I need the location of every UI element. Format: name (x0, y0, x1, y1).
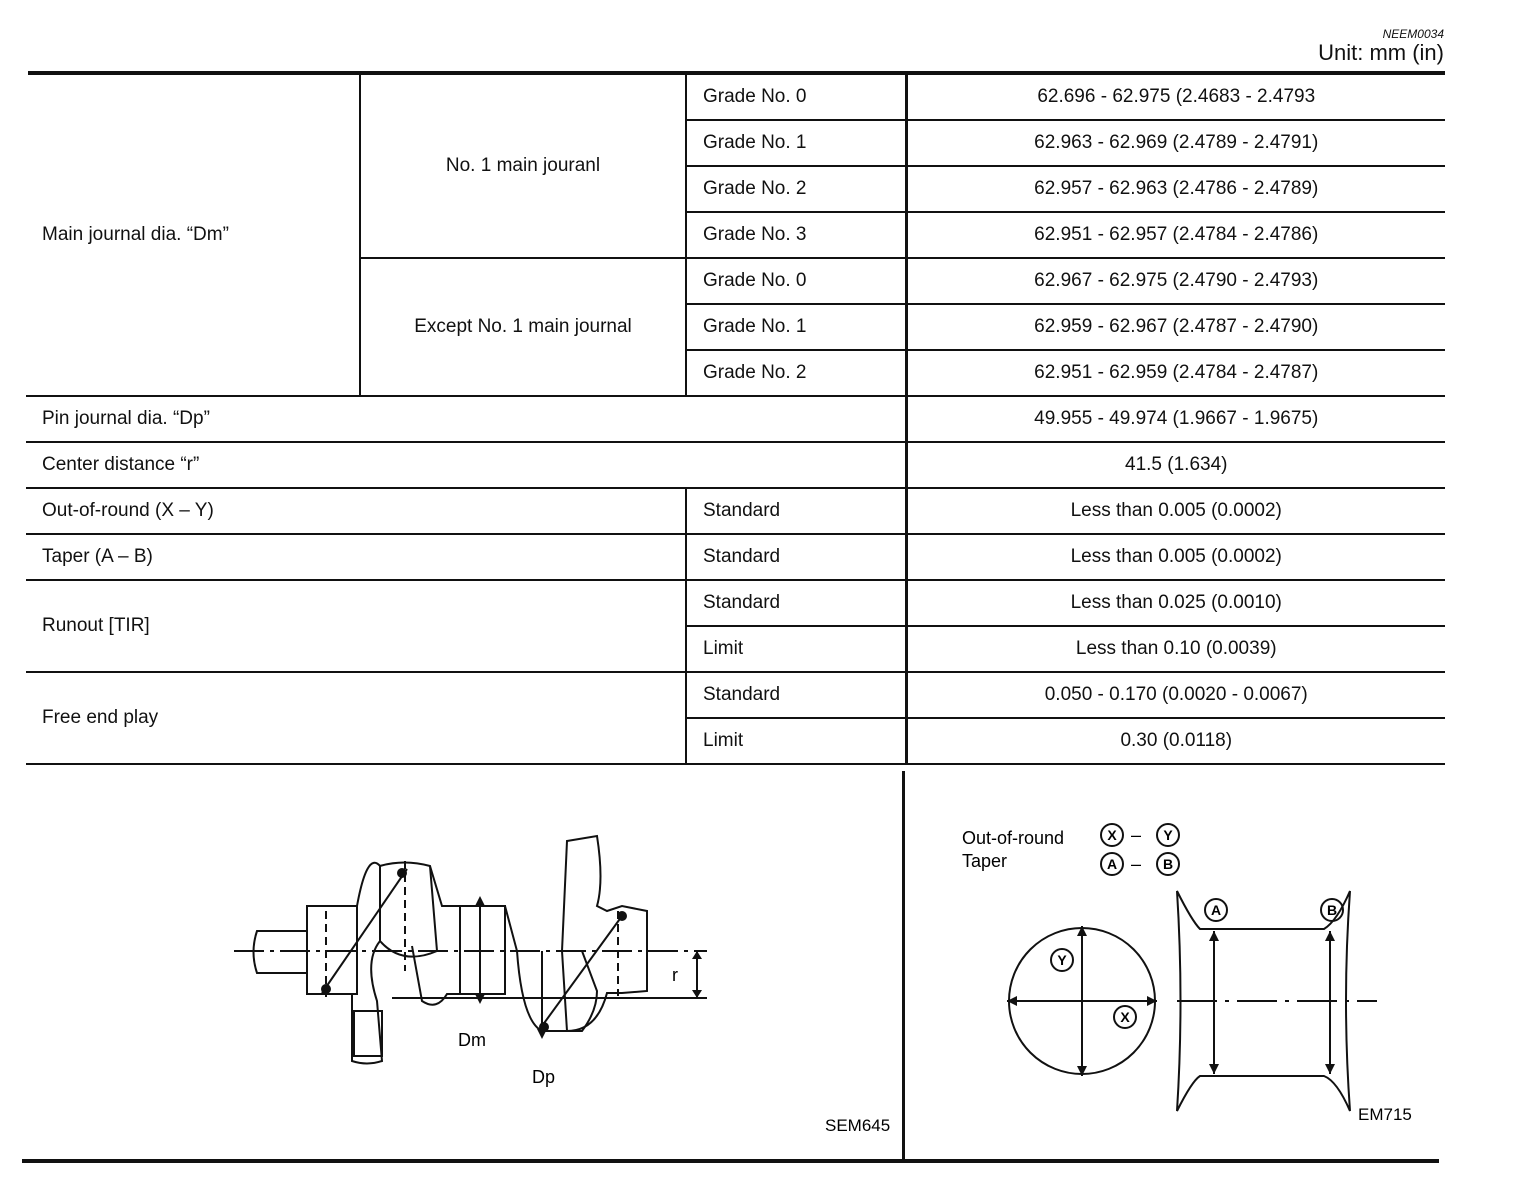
grade-cell: Grade No. 0 (686, 258, 906, 304)
value-cell: 62.967 - 62.975 (2.4790 - 2.4793) (906, 258, 1445, 304)
legend-dash: – (1131, 854, 1142, 874)
value-cell: Less than 0.005 (0.0002) (906, 534, 1445, 580)
sub-label: Limit (686, 718, 906, 764)
value-cell: 62.957 - 62.963 (2.4786 - 2.4789) (906, 166, 1445, 212)
sub-label: Standard (686, 488, 906, 534)
value-cell: 62.696 - 62.975 (2.4683 - 2.4793 (906, 75, 1445, 120)
oor-legend-label: Out-of-round (962, 828, 1065, 848)
main-journal-label: Main journal dia. “Dm” (26, 75, 360, 396)
table-row (26, 672, 1445, 718)
bottom-rule (22, 1159, 1439, 1163)
a-point-letter: A (1210, 902, 1222, 918)
table-row (26, 488, 1445, 534)
grade-cell: Grade No. 0 (686, 75, 906, 120)
value-cell: Less than 0.025 (0.0010) (906, 580, 1445, 626)
figure-area (22, 771, 1442, 1159)
value-cell: 0.050 - 0.170 (0.0020 - 0.0067) (906, 672, 1445, 718)
grade-cell: Grade No. 2 (686, 166, 906, 212)
journal-measure-diagram (912, 771, 1442, 1159)
pin-journal-label: Pin journal dia. “Dp” (26, 396, 906, 442)
except-journal-label: Except No. 1 main journal (360, 258, 686, 396)
legend-dash: – (1131, 825, 1142, 845)
out-of-round-label: Out-of-round (X – Y) (26, 488, 686, 534)
r-label: r (672, 965, 678, 985)
taper-label: Taper (A – B) (26, 534, 686, 580)
table-row (26, 75, 1445, 120)
table-row (26, 534, 1445, 580)
grade-cell: Grade No. 1 (686, 304, 906, 350)
value-cell: 62.963 - 62.969 (2.4789 - 2.4791) (906, 120, 1445, 166)
b-point-letter: B (1326, 902, 1338, 918)
value-cell: 49.955 - 49.974 (1.9667 - 1.9675) (906, 396, 1445, 442)
x-axis-letter: X (1120, 1009, 1130, 1025)
b-legend-letter: B (1162, 856, 1174, 872)
taper-legend-label: Taper (962, 851, 1008, 871)
table-row (26, 442, 1445, 488)
sub-label: Standard (686, 534, 906, 580)
crankshaft-diagram (22, 771, 902, 1159)
dm-label: Dm (458, 1030, 486, 1050)
crankshaft-spec-table (26, 75, 1445, 765)
y-legend-letter: Y (1163, 827, 1173, 843)
grade-cell: Grade No. 2 (686, 350, 906, 396)
grade-cell: Grade No. 1 (686, 120, 906, 166)
table-row (26, 396, 1445, 442)
value-cell: 62.951 - 62.957 (2.4784 - 2.4786) (906, 212, 1445, 258)
runout-label: Runout [TIR] (26, 580, 686, 672)
a-legend-letter: A (1106, 856, 1118, 872)
sub-label: Limit (686, 626, 906, 672)
y-axis-letter: Y (1057, 952, 1067, 968)
dp-label: Dp (532, 1067, 556, 1087)
end-play-label: Free end play (26, 672, 686, 764)
unit-label: Unit: mm (in) (1318, 40, 1444, 65)
grade-cell: Grade No. 3 (686, 212, 906, 258)
value-cell: Less than 0.005 (0.0002) (906, 488, 1445, 534)
value-cell: 0.30 (0.0118) (906, 718, 1445, 764)
value-cell: 62.951 - 62.959 (2.4784 - 2.4787) (906, 350, 1445, 396)
sub-label: Standard (686, 672, 906, 718)
right-figure-code: EM715 (1358, 1105, 1412, 1124)
left-figure-code: SEM645 (825, 1116, 891, 1135)
center-distance-label: Center distance “r” (26, 442, 906, 488)
table-row (26, 580, 1445, 626)
sub-label: Standard (686, 580, 906, 626)
x-legend-letter: X (1107, 827, 1117, 843)
no1-journal-label: No. 1 main jouranl (360, 75, 686, 258)
value-cell: Less than 0.10 (0.0039) (906, 626, 1445, 672)
figure-divider (902, 771, 905, 1163)
value-cell: 41.5 (1.634) (906, 442, 1445, 488)
value-cell: 62.959 - 62.967 (2.4787 - 2.4790) (906, 304, 1445, 350)
doc-code: NEEM0034 (1382, 27, 1444, 41)
